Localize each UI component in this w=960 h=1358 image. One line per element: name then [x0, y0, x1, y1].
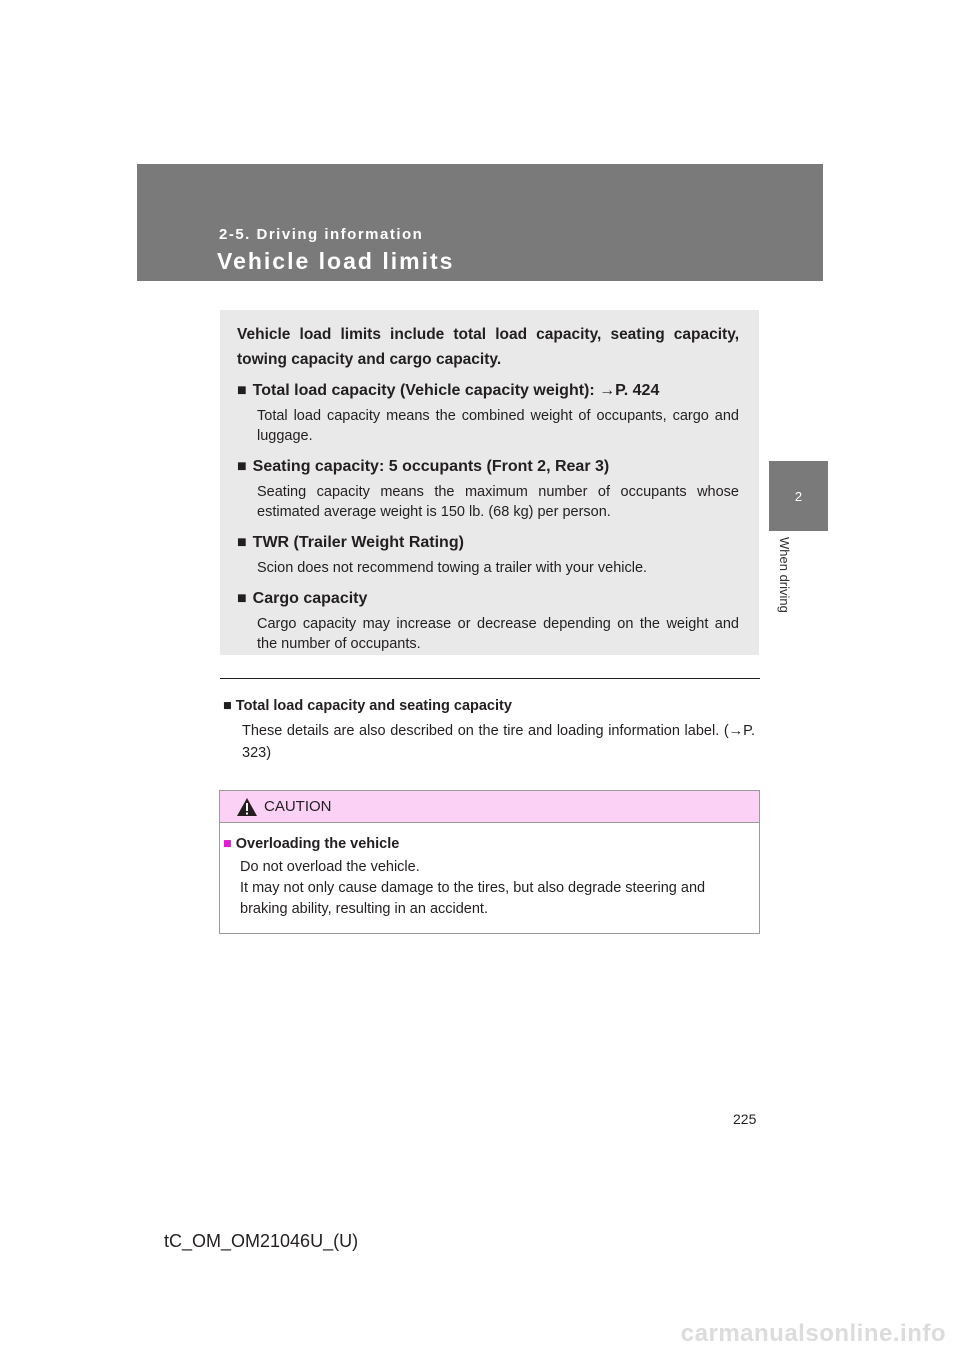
chapter-tab: [769, 461, 828, 531]
summary-item-heading: ■ Seating capacity: 5 occupants (Front 2, Rear 3): [237, 458, 610, 475]
note-block: [223, 696, 755, 764]
caution-box: [219, 790, 760, 934]
chapter-header: [137, 164, 823, 281]
summary-item-body: Total load capacity means the combined weight of occupants, cargo and luggage.: [257, 408, 739, 444]
caution-line-2: It may not only cause damage to the tires, but also degrade steering and braking ability, resulting in an accident.: [240, 880, 706, 917]
warning-triangle-icon: [236, 797, 258, 817]
bullet-square-icon: ■: [223, 698, 232, 714]
summary-item: [237, 588, 739, 654]
summary-item-heading: ■ TWR (Trailer Weight Rating): [237, 534, 464, 551]
divider: [220, 678, 760, 679]
summary-item: [237, 456, 739, 522]
bullet-square-icon: ■: [237, 382, 247, 399]
chapter-tab-number: 2: [794, 489, 803, 504]
caution-heading: ■ Overloading the vehicle: [223, 836, 400, 852]
chapter-tab-label: When driving: [777, 537, 792, 613]
summary-item: [237, 380, 739, 446]
summary-item: [237, 532, 739, 578]
summary-intro: Vehicle load limits include total load capacity, seating capacity, towing capacity and cargo capacity.: [237, 326, 739, 368]
caution-header: [220, 791, 759, 823]
summary-item-heading: ■ Total load capacity (Vehicle capacity weight): →P. 424: [237, 382, 660, 399]
caution-body: [240, 857, 753, 920]
watermark: carmanualsonline.info: [680, 1320, 946, 1347]
summary-box: [220, 310, 759, 655]
caution-title: CAUTION: [264, 798, 332, 815]
bullet-square-icon: ■: [237, 534, 247, 551]
document-code: tC_OM_OM21046U_(U): [164, 1231, 359, 1251]
page-number: 225: [733, 1111, 757, 1127]
note-heading: ■ Total load capacity and seating capacity: [223, 698, 512, 714]
summary-item-body: Cargo capacity may increase or decrease depending on the weight and the number of occupants.: [257, 616, 739, 652]
summary-item-body: Scion does not recommend towing a trailer with your vehicle.: [257, 560, 648, 576]
page-title: Vehicle load limits: [217, 248, 455, 274]
bullet-square-icon: ■: [237, 590, 247, 607]
caution-content: [220, 823, 759, 920]
note-body: These details are also described on the tire and loading information label. (→P. 323): [242, 723, 755, 761]
summary-item-body: Seating capacity means the maximum number of occupants whose estimated average weight is 150 lb. (68 kg) per person.: [257, 484, 739, 520]
section-label: 2-5. Driving information: [219, 226, 424, 243]
summary-item-heading: ■ Cargo capacity: [237, 590, 368, 607]
bullet-square-icon: ■: [237, 458, 247, 475]
caution-line-1: Do not overload the vehicle.: [240, 859, 420, 875]
bullet-square-icon: ■: [223, 836, 232, 852]
